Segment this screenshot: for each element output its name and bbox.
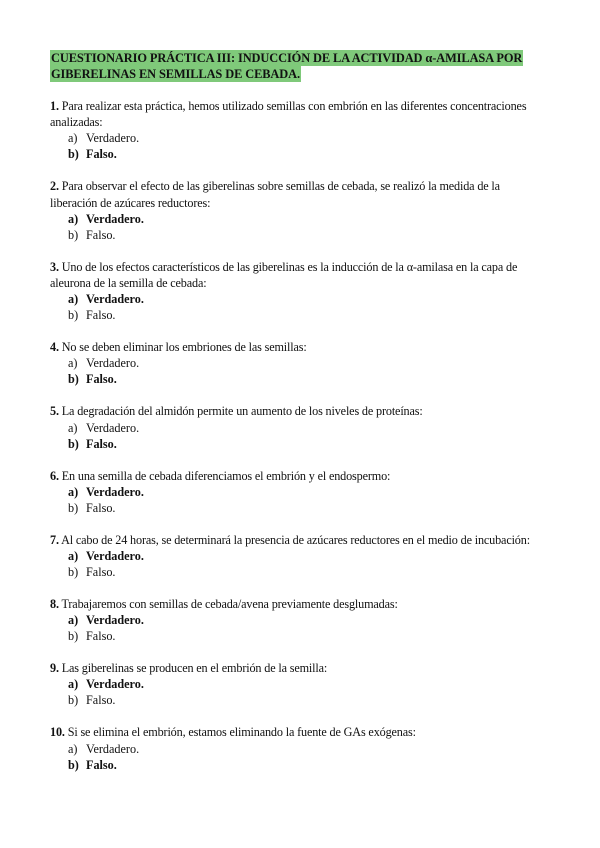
option-letter: b) — [68, 308, 79, 323]
question-10 — [50, 724, 550, 772]
option-label: Verdadero. — [86, 131, 140, 146]
question-8 — [50, 596, 550, 644]
option-label: Falso. — [86, 147, 117, 162]
option-b — [50, 692, 550, 708]
option-label: Falso. — [86, 227, 116, 242]
option-label: Falso. — [86, 757, 117, 772]
title-line-2: GIBERELINAS EN SEMILLAS DE CEBADA. — [51, 67, 300, 81]
question-1 — [50, 98, 550, 162]
option-label: Falso. — [86, 629, 116, 644]
document-title — [50, 50, 550, 82]
question-text — [50, 403, 550, 419]
question-number: 4. — [50, 340, 59, 355]
option-a — [50, 130, 550, 146]
option-letter: b) — [68, 629, 79, 644]
option-letter: a) — [68, 420, 78, 435]
option-letter: a) — [68, 131, 78, 146]
question-number: 1. — [50, 99, 59, 113]
question-number: 6. — [50, 468, 59, 483]
question-text — [50, 178, 550, 210]
option-label: Falso. — [86, 372, 117, 387]
question-7 — [50, 532, 550, 580]
option-a — [50, 612, 550, 628]
option-b — [50, 564, 550, 580]
question-text — [50, 98, 550, 130]
option-a — [50, 741, 550, 757]
question-statement: Para observar el efecto de las giberelinas sobre semillas de cebada, se realizó la medida de la liberación de azúcares reductores: — [50, 179, 500, 210]
option-label: Verdadero. — [86, 677, 144, 692]
question-number: 3. — [50, 259, 59, 274]
question-text — [50, 532, 550, 548]
option-b — [50, 371, 550, 387]
option-label: Verdadero. — [86, 420, 140, 435]
question-text — [50, 660, 550, 676]
option-a — [50, 548, 550, 564]
option-label: Verdadero. — [86, 292, 144, 307]
question-text — [50, 339, 550, 355]
question-number: 8. — [50, 597, 59, 612]
option-label: Verdadero. — [86, 549, 144, 564]
option-letter: b) — [68, 565, 79, 580]
option-label: Falso. — [86, 436, 117, 451]
question-statement: No se deben eliminar los embriones de las semillas: — [61, 340, 307, 355]
question-2 — [50, 178, 550, 242]
option-letter: b) — [68, 436, 79, 451]
option-letter: a) — [68, 741, 78, 756]
option-a — [50, 420, 550, 436]
option-b — [50, 146, 550, 162]
option-letter: a) — [68, 292, 79, 307]
question-text — [50, 596, 550, 612]
option-label: Verdadero. — [86, 484, 144, 499]
option-letter: b) — [68, 227, 79, 242]
option-label: Verdadero. — [86, 211, 144, 226]
question-statement: Uno de los efectos característicos de las giberelinas es la inducción de la α-amilasa en la capa de aleurona de la semilla de cebada: — [50, 259, 518, 291]
question-text — [50, 468, 550, 484]
option-letter: b) — [68, 757, 79, 772]
option-letter: a) — [68, 677, 79, 692]
question-statement: Trabajaremos con semillas de cebada/avena previamente desglumadas: — [61, 597, 398, 612]
question-5 — [50, 403, 550, 451]
question-statement: Para realizar esta práctica, hemos utilizado semillas con embrión en las diferentes concentraciones analizadas: — [50, 99, 527, 130]
question-9 — [50, 660, 550, 708]
question-number: 2. — [50, 179, 59, 194]
option-b — [50, 307, 550, 323]
option-a — [50, 676, 550, 692]
option-label: Verdadero. — [86, 741, 140, 756]
option-b — [50, 227, 550, 243]
question-text — [50, 259, 550, 291]
option-label: Falso. — [86, 565, 116, 580]
question-statement: En una semilla de cebada diferenciamos el embrión y el endospermo: — [61, 468, 391, 483]
option-letter: b) — [68, 372, 79, 387]
option-letter: b) — [68, 693, 79, 708]
option-label: Verdadero. — [86, 356, 140, 371]
option-label: Falso. — [86, 693, 116, 708]
option-letter: a) — [68, 549, 79, 564]
question-3 — [50, 259, 550, 323]
option-letter: a) — [68, 356, 78, 371]
option-label: Verdadero. — [86, 613, 144, 628]
question-statement: La degradación del almidón permite un aumento de los niveles de proteínas: — [61, 404, 423, 419]
option-letter: b) — [68, 147, 79, 162]
option-a — [50, 484, 550, 500]
option-b — [50, 628, 550, 644]
question-statement: Al cabo de 24 horas, se determinará la presencia de azúcares reductores en el medio de incubación: — [61, 532, 530, 547]
option-letter: a) — [68, 484, 79, 499]
question-list — [50, 98, 550, 773]
option-letter: a) — [68, 613, 79, 628]
question-4 — [50, 339, 550, 387]
title-line-1: CUESTIONARIO PRÁCTICA III: INDUCCIÓN DE LA ACTIVIDAD α-AMILASA POR — [51, 51, 523, 65]
question-number: 5. — [50, 404, 59, 419]
option-b — [50, 500, 550, 516]
option-letter: b) — [68, 500, 79, 515]
question-text — [50, 724, 550, 740]
question-statement: Las giberelinas se producen en el embrión de la semilla: — [61, 661, 328, 676]
question-statement: Si se elimina el embrión, estamos eliminando la fuente de GAs exógenas: — [67, 725, 416, 740]
option-letter: a) — [68, 211, 79, 226]
question-number: 9. — [50, 661, 59, 676]
option-b — [50, 436, 550, 452]
question-number: 7. — [50, 532, 59, 547]
option-b — [50, 757, 550, 773]
option-a — [50, 355, 550, 371]
option-a — [50, 291, 550, 307]
option-label: Falso. — [86, 500, 116, 515]
document-page — [50, 50, 550, 789]
option-a — [50, 211, 550, 227]
option-label: Falso. — [86, 308, 116, 323]
question-6 — [50, 468, 550, 516]
question-number: 10. — [50, 725, 65, 740]
